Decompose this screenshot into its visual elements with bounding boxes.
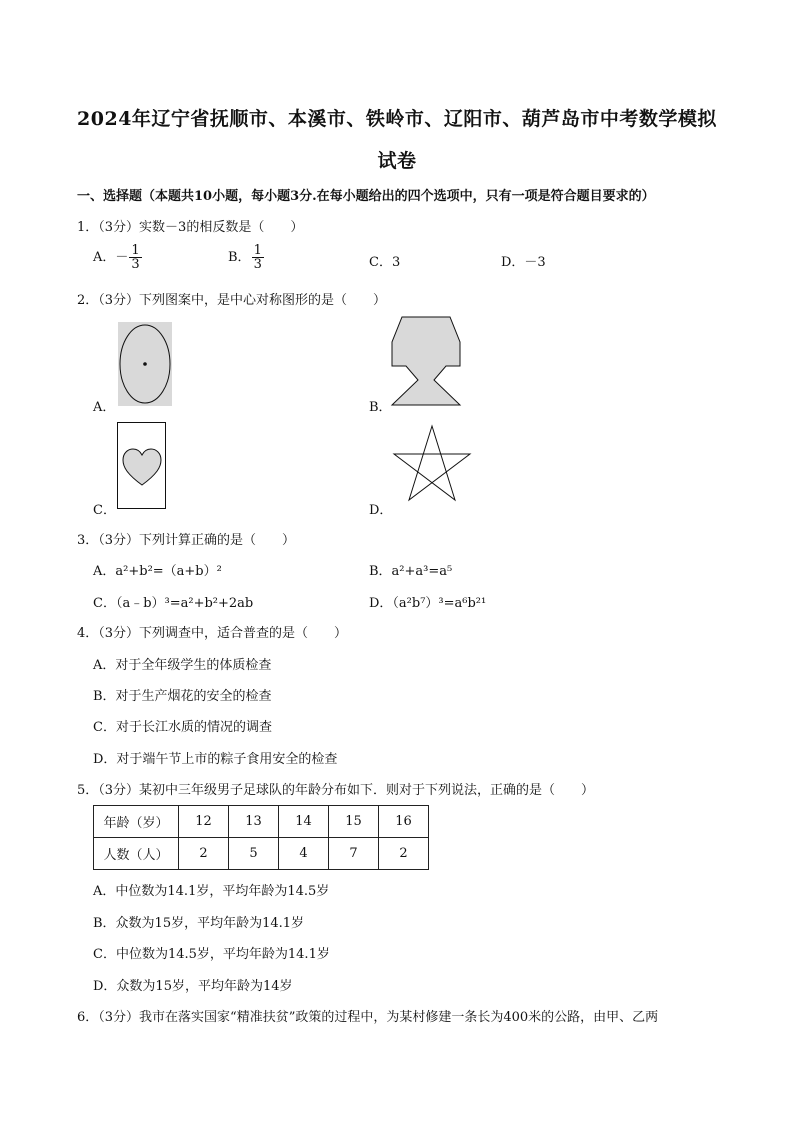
q1-b-denominator: 3 <box>253 257 262 272</box>
q5-option-c: C．中位数为14.5岁，平均年龄为14.1岁 <box>93 947 330 962</box>
table-cell: 4 <box>279 838 329 870</box>
table-row-age <box>94 806 429 838</box>
question-3-stem: 3．（3分）下列计算正确的是（ ） <box>77 533 296 548</box>
q1-option-a-label: A．－ <box>93 250 129 265</box>
question-5-stem: 5．（3分）某初中三年级男子足球队的年龄分布如下．则对于下列说法，正确的是（ ） <box>77 783 595 798</box>
q3-option-a: A．a²+b²=（a+b）² <box>93 564 222 579</box>
table-cell: 年龄（岁） <box>94 806 179 838</box>
question-4-stem: 4．（3分）下列调查中，适合普查的是（ ） <box>77 626 348 641</box>
q1-a-numerator: 1 <box>131 243 140 258</box>
star-figure <box>392 424 472 506</box>
q1-option-a-fraction <box>129 244 141 271</box>
q3-option-c: C．（a﹣b）³=a²+b²+2ab <box>93 596 254 611</box>
q4-option-d: D．对于端午节上市的粽子食用安全的检查 <box>93 752 338 767</box>
q2-option-d: D． <box>369 503 393 518</box>
q1-option-b-fraction <box>252 244 264 271</box>
question-6-stem: 6．（3分）我市在落实国家“精准扶贫”政策的过程中，为某村修建一条长为400米的公路，由甲、乙两 <box>77 1010 659 1025</box>
question-2-stem: 2．（3分）下列图案中，是中心对称图形的是（ ） <box>77 293 387 308</box>
exam-title: 2024年辽宁省抚顺市、本溪市、铁岭市、辽阳市、葫芦岛市中考数学模拟 <box>77 108 717 130</box>
table-cell: 2 <box>179 838 229 870</box>
q5-option-a: A．中位数为14.1岁，平均年龄为14.5岁 <box>93 884 330 899</box>
question-1-stem: 1．（3分）实数－3的相反数是（ ） <box>77 220 304 235</box>
q1-option-b <box>228 244 265 271</box>
q4-option-a: A．对于全年级学生的体质检查 <box>93 658 272 673</box>
q5-option-d: D．众数为15岁，平均年龄为14岁 <box>93 979 293 994</box>
q1-b-numerator: 1 <box>253 243 262 258</box>
table-cell: 2 <box>379 838 429 870</box>
q2-option-b: B． <box>369 400 392 415</box>
table-cell: 16 <box>379 806 429 838</box>
q5-option-b: B．众数为15岁，平均年龄为14.1岁 <box>93 916 305 931</box>
heart-card-figure <box>117 422 167 510</box>
q3-option-b: B．a²+a³=a⁵ <box>369 564 453 579</box>
q4-option-b: B．对于生产烟花的安全的检查 <box>93 689 272 704</box>
q1-option-c: C．3 <box>369 255 401 270</box>
vase-shape <box>392 317 460 405</box>
vase-figure <box>390 316 462 406</box>
ellipse-figure <box>118 322 172 406</box>
table-cell: 14 <box>279 806 329 838</box>
table-cell: 5 <box>229 838 279 870</box>
table-cell: 人数（人） <box>94 838 179 870</box>
table-cell: 12 <box>179 806 229 838</box>
q2-option-a: A． <box>93 400 116 415</box>
q1-option-a <box>93 244 143 271</box>
table-cell: 7 <box>329 838 379 870</box>
ellipse-center-dot <box>143 362 147 366</box>
q3-option-d: D．（a²b⁷）³=a⁶b²¹ <box>369 596 487 611</box>
table-cell: 15 <box>329 806 379 838</box>
q2-option-c: C． <box>93 503 116 518</box>
star-shape <box>394 426 470 500</box>
q1-option-d: D．－3 <box>501 255 546 270</box>
section-heading: 一、选择题（本题共10小题，每小题3分.在每小题给出的四个选项中，只有一项是符合题目要求的） <box>77 189 655 204</box>
q4-option-c: C．对于长江水质的情况的调查 <box>93 720 272 735</box>
q1-a-denominator: 3 <box>131 257 140 272</box>
table-row-count <box>94 838 429 870</box>
q1-option-b-label: B． <box>228 250 251 265</box>
age-distribution-table <box>93 805 429 870</box>
table-cell: 13 <box>229 806 279 838</box>
exam-title-continued: 试卷 <box>377 150 417 172</box>
